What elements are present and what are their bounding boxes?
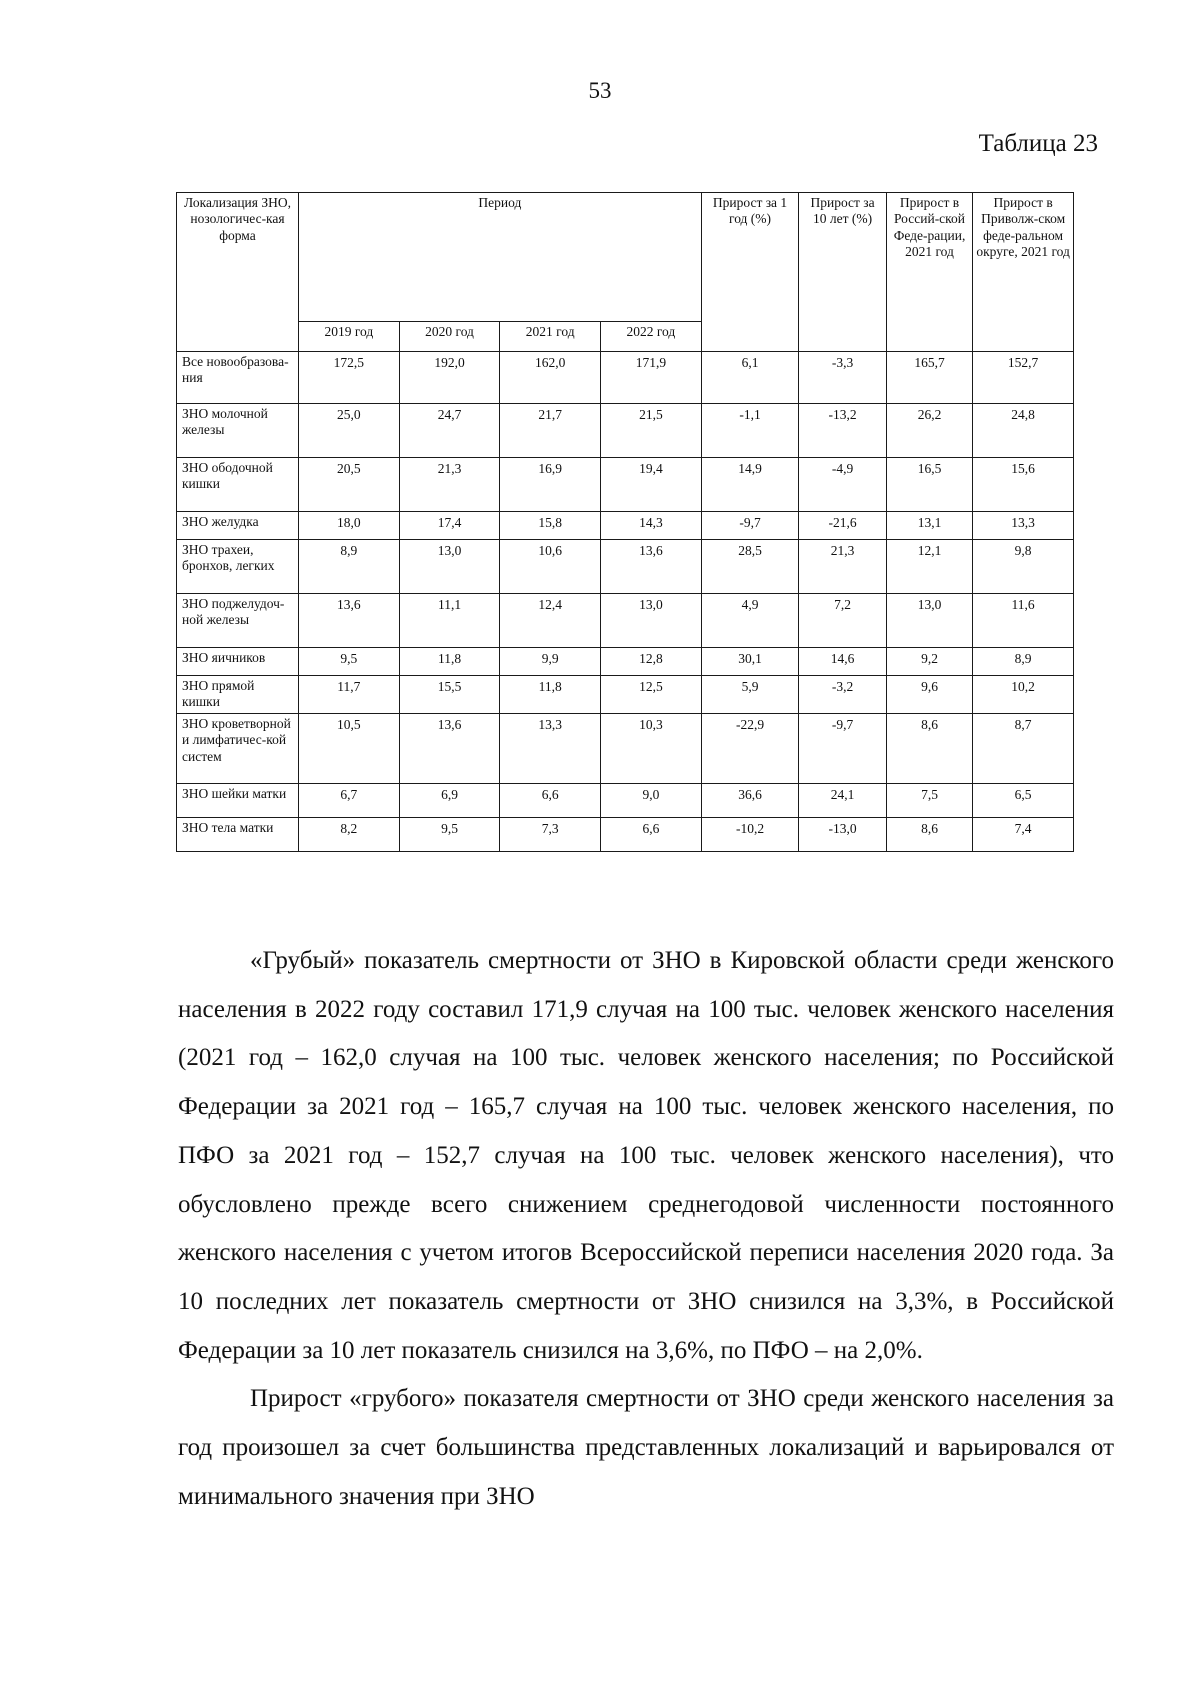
cell-2022: 21,5 (601, 404, 702, 458)
cell-growth-pfo: 6,5 (973, 783, 1074, 817)
cell-2022: 10,3 (601, 713, 702, 783)
cell-2019: 9,5 (299, 648, 400, 676)
cell-2021: 13,3 (500, 713, 601, 783)
cell-growth-10y: 14,6 (799, 648, 886, 676)
cell-2020: 13,0 (399, 540, 500, 594)
header-period: Период (299, 193, 702, 322)
table-body (177, 352, 1074, 852)
cell-2021: 9,9 (500, 648, 601, 676)
cell-2021: 7,3 (500, 817, 601, 851)
cell-growth-rf: 13,0 (886, 594, 972, 648)
cell-2019: 11,7 (299, 676, 400, 714)
cell-growth-1y: 5,9 (701, 676, 799, 714)
cell-growth-1y: 4,9 (701, 594, 799, 648)
cell-2021: 162,0 (500, 352, 601, 404)
table-row (177, 648, 1074, 676)
header-year-2020: 2020 год (399, 322, 500, 352)
cell-growth-rf: 7,5 (886, 783, 972, 817)
cell-growth-10y: 24,1 (799, 783, 886, 817)
cell-growth-10y: -4,9 (799, 458, 886, 512)
cell-2019: 6,7 (299, 783, 400, 817)
cell-growth-1y: -9,7 (701, 512, 799, 540)
cell-growth-1y: 28,5 (701, 540, 799, 594)
cell-growth-1y: 14,9 (701, 458, 799, 512)
cell-2020: 9,5 (399, 817, 500, 851)
cell-growth-rf: 16,5 (886, 458, 972, 512)
body-text (178, 937, 1114, 1521)
cell-growth-pfo: 24,8 (973, 404, 1074, 458)
table-row (177, 404, 1074, 458)
cell-growth-10y: -21,6 (799, 512, 886, 540)
cell-growth-rf: 165,7 (886, 352, 972, 404)
table-row (177, 676, 1074, 714)
cell-2020: 11,1 (399, 594, 500, 648)
cell-growth-pfo: 7,4 (973, 817, 1074, 851)
cell-growth-pfo: 8,9 (973, 648, 1074, 676)
table-caption: Таблица 23 (978, 130, 1098, 157)
cell-2021: 6,6 (500, 783, 601, 817)
cell-2019: 10,5 (299, 713, 400, 783)
header-year-2022: 2022 год (601, 322, 702, 352)
cell-2020: 13,6 (399, 713, 500, 783)
cell-localization: ЗНО яичников (177, 648, 299, 676)
cell-localization: Все новообразова-ния (177, 352, 299, 404)
cell-growth-1y: 30,1 (701, 648, 799, 676)
table-row (177, 594, 1074, 648)
cell-growth-1y: -1,1 (701, 404, 799, 458)
cell-2019: 18,0 (299, 512, 400, 540)
paragraph-1: «Грубый» показатель смертности от ЗНО в Кировской области среди женского населения в 2022 году составил 171,9 случая на 100 тыс. человек женского населения (2021 год – 162,0 случая на 100 тыс. человек женского населения; по Российской Федерации за 2021 год – 165,7 случая на 100 тыс. человек женского населения, по ПФО за 2021 год – 152,7 случая на 100 тыс. человек женского населения), что обусловлено прежде всего снижением среднегодовой численности постоянного женского населения с учетом итогов Всероссийской переписи населения 2020 года. За 10 последних лет показатель смертности от ЗНО снизился на 3,3%, в Российской Федерации за 10 лет показатель снизился на 3,6%, по ПФО – на 2,0%. (178, 947, 1114, 1364)
cell-2022: 9,0 (601, 783, 702, 817)
table-row (177, 352, 1074, 404)
cell-2022: 13,0 (601, 594, 702, 648)
cell-2022: 171,9 (601, 352, 702, 404)
cell-2022: 6,6 (601, 817, 702, 851)
header-growth-pfo: Прирост в Приволж-ском феде-ральном округе, 2021 год (973, 193, 1074, 352)
cell-2021: 11,8 (500, 676, 601, 714)
cell-growth-rf: 13,1 (886, 512, 972, 540)
cell-2021: 21,7 (500, 404, 601, 458)
cell-growth-10y: -13,0 (799, 817, 886, 851)
cell-localization: ЗНО трахеи, бронхов, легких (177, 540, 299, 594)
header-year-2019: 2019 год (299, 322, 400, 352)
data-table (176, 192, 1074, 852)
cell-growth-rf: 12,1 (886, 540, 972, 594)
cell-growth-10y: -13,2 (799, 404, 886, 458)
cell-growth-rf: 8,6 (886, 713, 972, 783)
cell-growth-rf: 8,6 (886, 817, 972, 851)
cell-2020: 21,3 (399, 458, 500, 512)
cell-2020: 192,0 (399, 352, 500, 404)
cell-growth-pfo: 10,2 (973, 676, 1074, 714)
cell-growth-1y: -10,2 (701, 817, 799, 851)
table-row (177, 713, 1074, 783)
paragraph-2: Прирост «грубого» показателя смертности от ЗНО среди женского населения за год произошел за счет большинства представленных локализаций и варьировался от минимального значения при ЗНО (178, 1385, 1114, 1510)
cell-growth-10y: 21,3 (799, 540, 886, 594)
header-growth-rf: Прирост в Россий-ской Феде-рации, 2021 год (886, 193, 972, 352)
cell-growth-1y: 36,6 (701, 783, 799, 817)
cell-growth-10y: 7,2 (799, 594, 886, 648)
header-growth-1y: Прирост за 1 год (%) (701, 193, 799, 352)
table-row (177, 817, 1074, 851)
cell-growth-pfo: 15,6 (973, 458, 1074, 512)
cell-growth-10y: -9,7 (799, 713, 886, 783)
page-number: 53 (588, 78, 612, 103)
cell-2022: 12,5 (601, 676, 702, 714)
cell-2019: 8,9 (299, 540, 400, 594)
table-row (177, 783, 1074, 817)
cell-2019: 20,5 (299, 458, 400, 512)
cell-2020: 24,7 (399, 404, 500, 458)
cell-localization: ЗНО ободочной кишки (177, 458, 299, 512)
cell-2022: 14,3 (601, 512, 702, 540)
cell-localization: ЗНО шейки матки (177, 783, 299, 817)
cell-2022: 19,4 (601, 458, 702, 512)
cell-2020: 17,4 (399, 512, 500, 540)
cell-growth-10y: -3,3 (799, 352, 886, 404)
cell-2019: 13,6 (299, 594, 400, 648)
cell-growth-rf: 9,6 (886, 676, 972, 714)
cell-growth-10y: -3,2 (799, 676, 886, 714)
cell-2021: 15,8 (500, 512, 601, 540)
cell-localization: ЗНО желудка (177, 512, 299, 540)
cell-growth-pfo: 152,7 (973, 352, 1074, 404)
cell-growth-pfo: 11,6 (973, 594, 1074, 648)
cell-2021: 16,9 (500, 458, 601, 512)
cell-growth-rf: 9,2 (886, 648, 972, 676)
header-growth-10y: Прирост за 10 лет (%) (799, 193, 886, 352)
cell-2022: 13,6 (601, 540, 702, 594)
table-row (177, 540, 1074, 594)
cell-2020: 6,9 (399, 783, 500, 817)
cell-growth-rf: 26,2 (886, 404, 972, 458)
cell-growth-pfo: 8,7 (973, 713, 1074, 783)
cell-localization: ЗНО тела матки (177, 817, 299, 851)
header-year-2021: 2021 год (500, 322, 601, 352)
cell-2022: 12,8 (601, 648, 702, 676)
cell-localization: ЗНО поджелудоч-ной железы (177, 594, 299, 648)
cell-2020: 15,5 (399, 676, 500, 714)
cell-localization: ЗНО прямой кишки (177, 676, 299, 714)
cell-localization: ЗНО молочной железы (177, 404, 299, 458)
cell-growth-1y: 6,1 (701, 352, 799, 404)
cell-localization: ЗНО кроветворной и лимфатичес-кой систем (177, 713, 299, 783)
cell-2019: 172,5 (299, 352, 400, 404)
header-localization: Локализация ЗНО, нозологичес-кая форма (177, 193, 299, 352)
cell-growth-pfo: 9,8 (973, 540, 1074, 594)
cell-2019: 25,0 (299, 404, 400, 458)
cell-2019: 8,2 (299, 817, 400, 851)
cell-growth-1y: -22,9 (701, 713, 799, 783)
cell-growth-pfo: 13,3 (973, 512, 1074, 540)
table-row (177, 458, 1074, 512)
cell-2020: 11,8 (399, 648, 500, 676)
table-row (177, 512, 1074, 540)
cell-2021: 10,6 (500, 540, 601, 594)
cell-2021: 12,4 (500, 594, 601, 648)
